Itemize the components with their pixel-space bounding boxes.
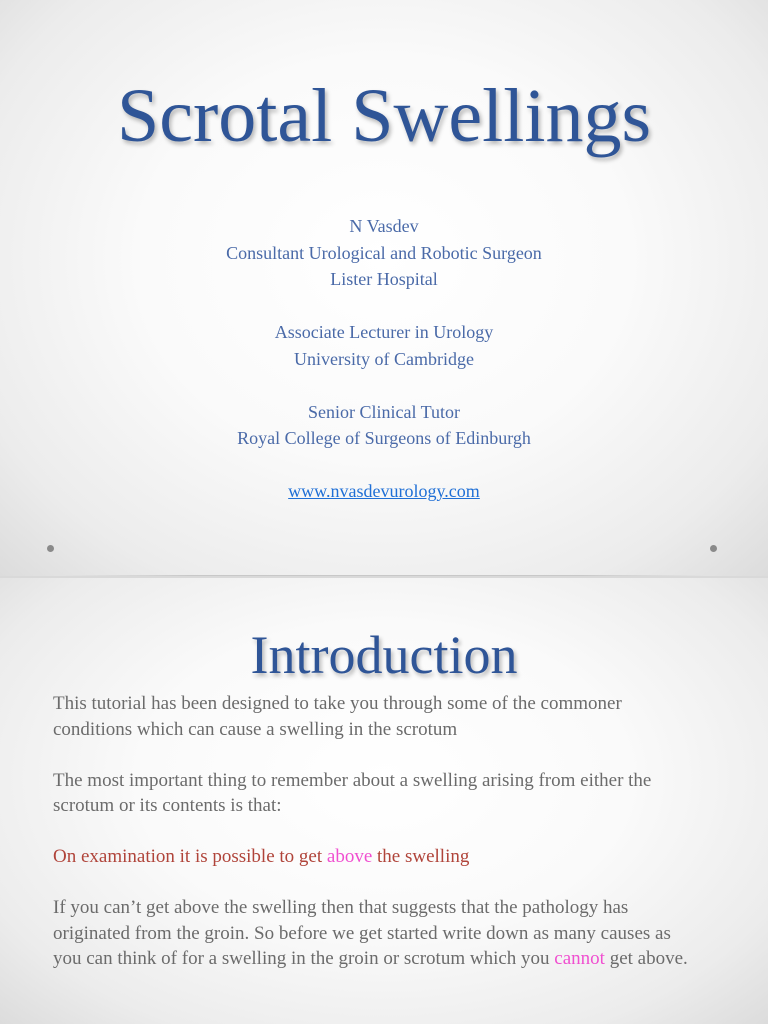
emphasis-cannot: cannot xyxy=(554,948,605,969)
website-link[interactable]: www.nvasdevurology.com xyxy=(288,481,480,501)
slide-dot-right xyxy=(710,545,717,552)
slide-title: Scrotal Swellings xyxy=(116,74,652,158)
paragraph-4 xyxy=(53,895,703,972)
author-details xyxy=(0,213,768,505)
paragraph-2: The most important thing to remember about a swelling arising from either the scrotum or its contents is that: xyxy=(53,769,652,816)
paragraph-3 xyxy=(53,844,703,870)
introduction-slide xyxy=(0,578,768,1024)
author-org-2: University of Cambridge xyxy=(294,348,474,369)
paragraph-4-start: If you can’t get above the swelling then that suggests that the pathology has originated from the groin. So before we get started write down as many causes as you can think of for a swelling in the groin or scrotum which you xyxy=(53,897,671,969)
author-org-1: Lister Hospital xyxy=(330,269,438,289)
paragraph-1: This tutorial has been designed to take you through some of the commoner conditions which can cause a swelling in the scrotum xyxy=(53,693,622,740)
author-role-2: Associate Lecturer in Urology xyxy=(274,322,494,342)
author-role-3: Senior Clinical Tutor xyxy=(307,401,460,422)
slide-title: Introduction xyxy=(250,625,518,685)
slide-divider xyxy=(60,575,708,576)
author-name: N Vasdev xyxy=(349,216,419,236)
emphasis-above: above xyxy=(326,846,373,867)
paragraph-3-end: the swelling xyxy=(372,846,470,867)
slide-dot-left xyxy=(47,545,54,552)
paragraph-3-start: On examination it is possible to get xyxy=(53,846,327,867)
slide-body xyxy=(53,691,703,997)
paragraph-4-end: get above. xyxy=(604,948,688,969)
author-role-1: Consultant Urological and Robotic Surgeon xyxy=(226,242,542,263)
author-org-3: Royal College of Surgeons of Edinburgh xyxy=(237,428,531,448)
